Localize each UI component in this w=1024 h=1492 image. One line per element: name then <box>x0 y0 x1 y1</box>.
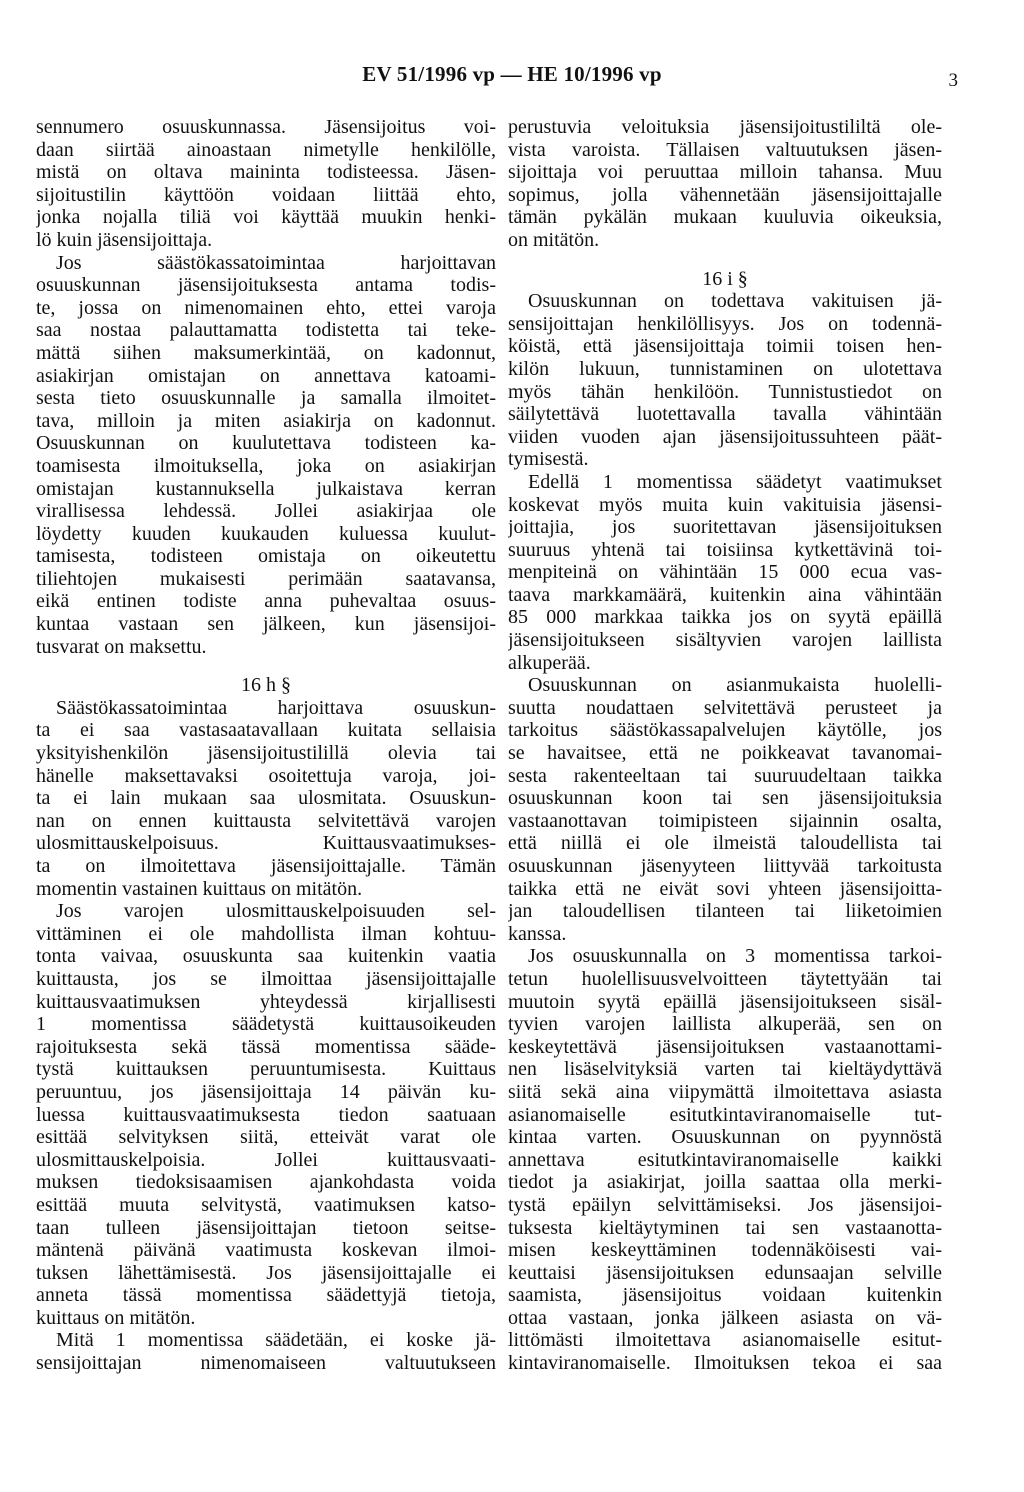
text-line: jan taloudellisen tilanteen tai liiketoimien <box>508 900 942 923</box>
text-line: keuttaisi jäsensijoituksen edunsaajan selville <box>508 1261 942 1284</box>
text-line: löydetty kuuden kuukauden kuluessa kuulut- <box>36 522 496 545</box>
text-line: kanssa. <box>508 922 567 945</box>
text-line: suutta noudattaen selvitettävä perusteet ja <box>508 696 942 719</box>
text-line: tuksesta kieltäytyminen tai sen vastaanotta- <box>508 1216 942 1239</box>
text-line: tava, milloin ja miten asiakirja on kadonnut. <box>36 409 496 432</box>
text-line: Jos varojen ulosmittauskelpoisuuden sel- <box>56 900 496 923</box>
text-line: alkuperää. <box>508 651 591 674</box>
text-line: mäntenä päivänä vaatimusta koskevan ilmoi- <box>36 1239 496 1262</box>
text-line: annettava esitutkintaviranomaiselle kaikki <box>508 1148 942 1171</box>
text-line: luessa kuittausvaatimuksesta tiedon saatuaan <box>36 1103 496 1126</box>
text-line: Jos säästökassatoimintaa harjoittavan <box>56 251 496 274</box>
text-line: saamista, jäsensijoitus voidaan kuitenkin <box>508 1284 942 1307</box>
text-line: menpiteinä on vähintään 15 000 ecua vas- <box>508 561 942 584</box>
text-line: mistä on oltava maininta todisteessa. Jäsen- <box>36 161 496 184</box>
text-line: momentin vastainen kuittaus on mitätön. <box>36 877 363 900</box>
text-line: taava markkamäärä, kuitenkin aina vähintään <box>508 583 942 606</box>
text-line: asiakirjan omistajan on annettava katoami- <box>36 364 496 387</box>
text-line: daan siirtää ainoastaan nimetylle henkilölle, <box>36 138 496 161</box>
text-line: virallisessa lehdessä. Jollei asiakirjaa ole <box>36 500 496 523</box>
text-line: joittajia, jos suoritettavan jäsensijoituksen <box>508 516 942 539</box>
text-line: yksityishenkilön jäsensijoitustilillä olevia tai <box>36 742 496 765</box>
text-line: mättä siihen maksumerkintää, on kadonnut, <box>36 341 496 364</box>
text-line: jonka nojalla tiliä voi käyttää muukin henki- <box>36 206 496 229</box>
text-line: anneta tässä momentissa säädettyjä tietoja, <box>36 1284 496 1307</box>
text-line: sijoittaja voi peruuttaa milloin tahansa. Muu <box>508 161 942 184</box>
text-line: peruuntuu, jos jäsensijoittaja 14 päivän ku- <box>36 1080 496 1103</box>
text-line: se havaitsee, että ne poikkeavat tavanomai- <box>508 742 942 765</box>
text-line: te, jossa on nimenomainen ehto, ettei varoja <box>36 296 496 319</box>
text-line: keskeytettävä jäsensijoituksen vastaanottami- <box>508 1035 942 1058</box>
paragraph <box>36 116 496 252</box>
text-line: vastaanottavan toimipisteen sijainnin osalta, <box>508 809 942 832</box>
text-line: ta ei saa vastasaatavallaan kuitata sellaisia <box>36 719 496 742</box>
text-line: tystä kuittauksen peruuntumisesta. Kuittaus <box>36 1058 496 1081</box>
text-line: kuittausvaatimuksen yhteydessä kirjallisesti <box>36 990 496 1013</box>
text-line: ulosmittauskelpoisia. Jollei kuittausvaati- <box>36 1148 496 1171</box>
text-line: Osuuskunnan on kuulutettava todisteen ka- <box>36 432 496 455</box>
text-line: misen keskeyttäminen todennäköisesti vai- <box>508 1239 942 1262</box>
text-line: 85 000 markkaa taikka jos on syytä epäillä <box>508 606 942 629</box>
text-line: omistajan kustannuksella julkaistava kerran <box>36 477 496 500</box>
document-title: EV 51/1996 vp — HE 10/1996 vp <box>362 62 662 86</box>
text-line: kuntaa vastaan sen jälkeen, kun jäsensijoi- <box>36 613 496 636</box>
text-line: tystä epäilyn selvittämiseksi. Jos jäsensijoi- <box>508 1193 942 1216</box>
paragraph <box>508 945 942 1374</box>
section-heading-16h: 16 h § <box>241 674 291 697</box>
text-line: osuuskunnan jäsensijoituksesta antama todis- <box>36 274 496 297</box>
text-line: sensijoittajan henkilöllisyys. Jos on todennä- <box>508 312 942 335</box>
text-line: tyvien varojen laillista alkuperää, sen on <box>508 1013 942 1036</box>
text-line: hänelle maksettavaksi osoitettuja varoja, joi- <box>36 764 496 787</box>
text-line: osuuskunnan jäsenyyteen liittyvää tarkoitusta <box>508 855 942 877</box>
text-line: sesta tieto osuuskunnalle ja samalla ilmoitet- <box>36 387 496 410</box>
text-line: kintaa varten. Osuuskunnan on pyynnöstä <box>508 1126 942 1149</box>
text-line: ulosmittauskelpoisuus. Kuittausvaatimukses- <box>36 832 496 855</box>
text-line: taikka että ne eivät sovi yhteen jäsensijoitta- <box>508 877 942 900</box>
text-line: Jos osuuskunnalla on 3 momentissa tarkoi- <box>528 945 942 968</box>
text-line: ottaa vastaan, jonka jälkeen asiasta on vä- <box>508 1306 942 1329</box>
text-line: Mitä 1 momentissa säädetään, ei koske jä- <box>56 1329 496 1352</box>
page-number: 3 <box>948 70 958 91</box>
text-line: että niillä ei ole ilmeistä taloudellista tai <box>508 832 942 855</box>
text-line: nen lisäselvityksiä varten tai kieltäydyttävä <box>508 1058 942 1081</box>
text-line: esittää selvityksen siitä, etteivät varat ole <box>36 1126 496 1149</box>
text-line: nan on ennen kuittausta selvitettävä varojen <box>36 809 496 832</box>
text-line: Edellä 1 momentissa säädetyt vaatimukset <box>528 470 942 493</box>
text-line: ta on ilmoitettava jäsensijoittajalle. Tämän <box>36 855 496 877</box>
text-line: tetun huolellisuusvelvoitteen täytettyään tai <box>508 967 942 990</box>
text-line: 1 momentissa säädetystä kuittausoikeuden <box>36 1013 496 1036</box>
text-line: osuuskunnan koon tai sen jäsensijoituksia <box>508 787 942 810</box>
text-line: vista varoista. Tällaisen valtuutuksen jäsen- <box>508 138 942 161</box>
text-line: vittäminen ei ole mahdollista ilman kohtuu- <box>36 922 496 945</box>
text-line: toamisesta ilmoituksella, joka on asiakirjan <box>36 454 496 477</box>
section-heading-16i: 16 i § <box>702 267 748 290</box>
text-line: on mitätön. <box>508 228 600 251</box>
text-line: Säästökassatoimintaa harjoittava osuuskun- <box>56 696 496 719</box>
text-line: sopimus, jolla vähennetään jäsensijoittajalle <box>508 183 942 206</box>
text-line: tämän pykälän mukaan kuuluvia oikeuksia, <box>508 206 942 229</box>
text-line: tymisestä. <box>508 448 589 471</box>
text-line: lö kuin jäsensijoittaja. <box>36 228 213 251</box>
paragraph <box>36 697 496 900</box>
text-line: köistä, että jäsensijoittaja toimii toisen hen- <box>508 335 942 358</box>
text-line: myös tähän henkilöön. Tunnistustiedot on <box>508 380 942 403</box>
text-line: rajoituksesta sekä tässä momentissa sääde- <box>36 1035 496 1058</box>
text-line: säilytettävä luotettavalla tavalla vähintään <box>508 403 942 426</box>
text-line: littömästi ilmoitettava asianomaiselle esitut- <box>508 1329 942 1352</box>
text-line: Osuuskunnan on todettava vakituisen jä- <box>528 290 942 313</box>
paragraph <box>36 252 496 659</box>
text-line: kilön lukuun, tunnistaminen on ulotettava <box>508 357 942 380</box>
paragraph <box>36 1329 496 1374</box>
text-line: taan tulleen jäsensijoittajan tietoon seitse- <box>36 1216 496 1239</box>
text-line: sesta rakenteeltaan tai suuruudeltaan taikka <box>508 764 942 787</box>
paragraph <box>508 116 942 252</box>
text-line: tiedot ja asiakirjat, joilla saattaa olla merki- <box>508 1171 942 1194</box>
text-line: tiliehtojen mukaisesti perimään saatavansa, <box>36 567 496 590</box>
text-line: kuittausta, jos se ilmoittaa jäsensijoittajalle <box>36 967 496 990</box>
text-line: sennumero osuuskunnassa. Jäsensijoitus voi- <box>36 116 496 138</box>
text-line: tusvarat on maksettu. <box>36 635 207 658</box>
paragraph <box>508 471 942 674</box>
text-line: jäsensijoitukseen sisältyvien varojen laillista <box>508 629 942 652</box>
text-line: kintaviranomaiselle. Ilmoituksen tekoa ei saa <box>508 1352 942 1375</box>
right-column <box>508 116 942 1375</box>
text-line: siitä sekä aina viipymättä ilmoitettava asiasta <box>508 1080 942 1103</box>
text-line: koskevat myös muita kuin vakituisia jäsensi- <box>508 493 942 516</box>
text-line: viiden vuoden ajan jäsensijoitussuhteen päät- <box>508 425 942 448</box>
page-header <box>0 62 1024 96</box>
text-line: tonta vaivaa, osuuskunta saa kuitenkin vaatia <box>36 945 496 968</box>
paragraph <box>508 674 942 945</box>
text-line: esittää muuta selvitystä, vaatimuksen katso- <box>36 1193 496 1216</box>
text-line: muksen tiedoksisaamisen ajankohdasta voida <box>36 1171 496 1194</box>
text-line: tarkoitus säästökassapalvelujen käytölle, jos <box>508 719 942 742</box>
text-line: suuruus yhtenä tai toisiinsa kytkettävinä toi- <box>508 538 942 561</box>
text-line: Osuuskunnan on asianmukaista huolelli- <box>528 674 942 697</box>
text-line: perustuvia veloituksia jäsensijoitustililtä ole- <box>508 116 942 138</box>
paragraph <box>508 290 942 471</box>
text-line: tamisesta, todisteen omistaja on oikeutettu <box>36 545 496 568</box>
text-line: kuittaus on mitätön. <box>36 1306 196 1329</box>
text-line: eikä entinen todiste anna puhevaltaa osuus- <box>36 590 496 613</box>
text-line: saa nostaa palauttamatta todistetta tai teke- <box>36 319 496 342</box>
left-column <box>36 116 496 1375</box>
text-line: sensijoittajan nimenomaiseen valtuutukseen <box>36 1352 496 1375</box>
text-line: tuksen lähettämisestä. Jos jäsensijoittajalle ei <box>36 1261 496 1284</box>
text-line: sijoitustilin käyttöön voidaan liittää ehto, <box>36 183 496 206</box>
text-line: asianomaiselle esitutkintaviranomaiselle tut- <box>508 1103 942 1126</box>
text-line: muutoin syytä epäillä jäsensijoitukseen sisäl- <box>508 990 942 1013</box>
text-line: ta ei lain mukaan saa ulosmitata. Osuuskun- <box>36 787 496 810</box>
paragraph <box>36 900 496 1329</box>
